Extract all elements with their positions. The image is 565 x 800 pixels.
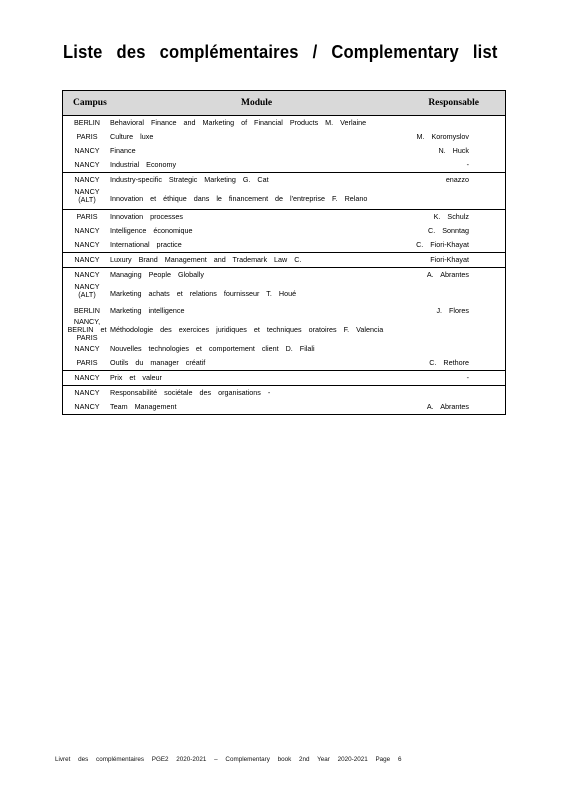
table-row-group <box>63 371 505 386</box>
table-row <box>63 158 505 172</box>
module-cell: Innovation processes <box>110 212 183 221</box>
module-cell: Team Management <box>110 402 177 411</box>
module-cell: Marketing achats et relations fournisseur T. Houé <box>110 289 297 298</box>
module-cell: Culture luxe <box>110 132 154 141</box>
campus-cell: NANCY <box>74 255 100 264</box>
table-row <box>63 304 505 318</box>
campus-cell: NANCY <box>74 402 100 411</box>
module-cell: Marketing intelligence <box>110 306 185 315</box>
header-campus: Campus <box>73 98 107 108</box>
table-row <box>63 238 505 252</box>
campus-cell: PARIS <box>76 132 98 141</box>
table-body <box>63 116 505 414</box>
responsable-cell: K. Schulz <box>433 212 469 221</box>
module-cell: Managing People Globally <box>110 270 204 279</box>
responsable-cell: C. Sonntag <box>428 226 469 235</box>
responsable-cell: C. Rethore <box>429 358 469 367</box>
module-cell: Finance <box>110 146 136 155</box>
campus-cell: BERLIN <box>74 306 100 315</box>
table-row <box>63 371 505 385</box>
campus-cell: NANCY <box>74 175 100 184</box>
module-cell: International practice <box>110 240 182 249</box>
table-row-group <box>63 386 505 414</box>
responsable-cell: C. Fiori-Khayat <box>416 240 469 249</box>
responsable-cell: Fiori-Khayat <box>430 255 469 264</box>
campus-cell: NANCY <box>74 344 100 353</box>
campus-cell: NANCY <box>74 226 100 235</box>
module-cell: Nouvelles technologies et comportement client D. Filali <box>110 344 315 353</box>
responsable-cell: N. Huck <box>438 146 469 155</box>
page-footer: Livret des complémentaires PGE2 2020-2021 – Complementary book 2nd Year 2020-2021 Page 6 <box>55 756 402 763</box>
module-cell: Innovation et éthique dans le financement de l'entreprise F. Relano <box>110 194 368 203</box>
table-row-group <box>63 173 505 210</box>
table-row <box>63 356 505 370</box>
module-cell: Luxury Brand Management and Trademark Law C. <box>110 255 302 264</box>
header-responsable: Responsable <box>428 98 479 108</box>
table-row <box>63 187 505 209</box>
table-row <box>63 400 505 414</box>
table-row <box>63 173 505 187</box>
table-row <box>63 116 505 130</box>
campus-cell: NANCY <box>74 270 100 279</box>
module-cell: Behavioral Finance and Marketing of Financial Products M. Verlaine <box>110 118 367 127</box>
table-row <box>63 386 505 400</box>
campus-cell: NANCY <box>74 388 100 397</box>
responsable-cell: enazzo <box>445 175 469 184</box>
responsable-cell: J. Flores <box>436 306 469 315</box>
campus-cell: BERLIN <box>74 118 100 127</box>
module-cell: Responsabilité sociétale des organisations - <box>110 388 271 397</box>
campus-cell: NANCY (ALT) <box>74 282 100 299</box>
table-header <box>63 91 505 116</box>
campus-cell: NANCY, BERLIN et PARIS <box>67 317 107 342</box>
page-title: Liste des complémentaires / Complementary list <box>63 42 498 62</box>
campus-cell: NANCY <box>74 373 100 382</box>
table-row <box>63 268 505 282</box>
table-row <box>63 342 505 356</box>
campus-cell: NANCY (ALT) <box>74 187 100 204</box>
table-row <box>63 144 505 158</box>
responsable-cell: A. Abrantes <box>426 402 469 411</box>
campus-cell: NANCY <box>74 146 100 155</box>
responsable-cell: - <box>466 373 469 382</box>
campus-cell: PARIS <box>76 358 98 367</box>
module-cell: Prix et valeur <box>110 373 162 382</box>
module-cell: Industry-specific Strategic Marketing G. Cat <box>110 175 269 184</box>
module-cell: Méthodologie des exercices juridiques et techniques oratoires F. Valencia <box>110 325 384 334</box>
table-row-group <box>63 210 505 253</box>
table-row-group <box>63 253 505 268</box>
table-row <box>63 224 505 238</box>
complementary-table <box>62 90 506 415</box>
table-row <box>63 130 505 144</box>
responsable-cell: - <box>466 160 469 169</box>
table-row <box>63 282 505 304</box>
table-row <box>63 210 505 224</box>
table-row-group <box>63 268 505 371</box>
campus-cell: NANCY <box>74 160 100 169</box>
campus-cell: NANCY <box>74 240 100 249</box>
header-module: Module <box>241 98 273 108</box>
table-row-group <box>63 116 505 173</box>
responsable-cell: M. Koromyslov <box>416 132 469 141</box>
campus-cell: PARIS <box>76 212 98 221</box>
table-row <box>63 253 505 267</box>
module-cell: Outils du manager créatif <box>110 358 206 367</box>
table-row <box>63 318 505 342</box>
module-cell: Industrial Economy <box>110 160 177 169</box>
module-cell: Intelligence économique <box>110 226 193 235</box>
responsable-cell: A. Abrantes <box>426 270 469 279</box>
